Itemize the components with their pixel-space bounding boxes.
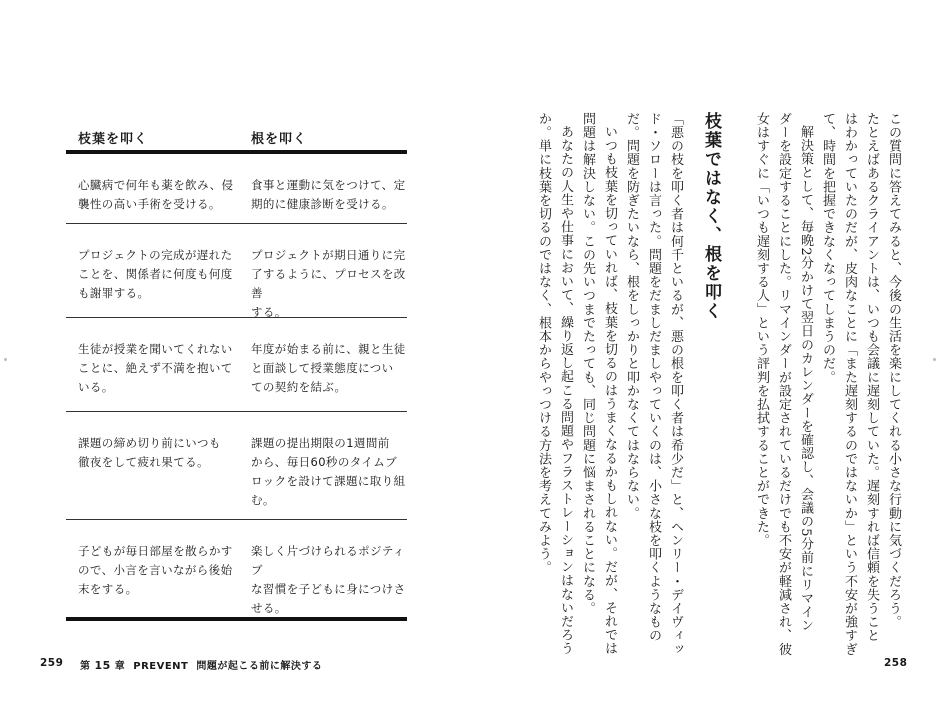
- cell-leaf: プロジェクトの完成が遅れた ことを、関係者に何度も何度 も謝罪する。: [78, 248, 233, 300]
- chapter-suffix: 章: [114, 661, 126, 672]
- text-line: ダーを設定することにした。リマインダーが設定されているだけでも不安が軽減され、彼: [776, 112, 791, 656]
- page-number-left: 259: [40, 657, 64, 669]
- header-leaf: 枝葉を叩く: [78, 132, 149, 147]
- section-label: PREVENT: [133, 661, 189, 672]
- text-line: はわかっていたのだが、皮肉なことに「また遅刻するのではないか」という不安が強すぎ: [842, 112, 857, 656]
- comparison-table: [66, 120, 407, 621]
- cell-root: 食事と運動に気をつけて、定 期的に健康診断を受ける。: [251, 178, 406, 211]
- table-row: [66, 154, 407, 224]
- cell-root: 課題の提出期限の1週間前 から、毎日60秒のタイムブ ロックを設けて課題に取り組 む。: [251, 436, 406, 507]
- text-line: て、時間を把握できなくなってしまうのだ。: [820, 112, 835, 384]
- text-line: あなたの人生や仕事において、繰り返し起こる問題やフラストレーションはないだろう: [558, 125, 573, 656]
- text-line: この質問に答えてみると、今後の生活を楽にしてくれる小さな行動に気づくだろう。: [886, 112, 901, 629]
- text-line: ド・ソローは言った。問題をだましだましやっていくのは、小さな枝を叩くようなもの: [646, 112, 661, 643]
- table-row: [66, 224, 407, 318]
- cell-leaf: 課題の締め切り前にいつも 徹夜をして疲れ果てる。: [78, 436, 221, 469]
- cell-root: 楽しく片づけられるポジティブ な習慣を子どもに身につけさ せる。: [251, 544, 406, 615]
- text-line: 「悪の枝を叩く者は何千といるが、悪の根を叩く者は希少だ」と、ヘンリー・デイヴィッ: [668, 112, 683, 656]
- text-line: だ。問題を防ぎたいなら、根をしっかりと叩かなくてはならない。: [624, 112, 639, 520]
- text-line: いつも枝葉を切っていれば、枝葉を切るのはうまくなるかもしれない。だが、それでは: [602, 125, 617, 656]
- cell-root: プロジェクトが期日通りに完 了するように、プロセスを改善 する。: [251, 248, 406, 319]
- text-line: 問題は解決しない。この先いつまでたっても、同じ問題に悩まされることになる。: [580, 112, 595, 616]
- chapter-number: 15: [94, 659, 111, 672]
- table-row: [66, 318, 407, 412]
- section-heading: 枝葉ではなく、根を叩く: [701, 112, 721, 321]
- margin-dot: [933, 358, 936, 361]
- body-text-top: [744, 112, 904, 657]
- text-line: 解決策として、毎晩2分かけて翌日のカレンダーを確認し、会議の5分前にリマイン: [798, 125, 813, 633]
- table-header: [66, 120, 407, 154]
- text-line: か。単に枝葉を切るのではなく、根本からやっつける方法を考えてみよう。: [536, 112, 551, 575]
- body-text-bottom: [526, 112, 686, 657]
- text-line: たとえばあるクライアントは、いつも会議に遅刻していた。遅刻すれば信頼を失うこと: [864, 112, 879, 643]
- header-root: 根を叩く: [251, 132, 308, 147]
- chapter-prefix: 第: [80, 661, 91, 672]
- text-line: 女はすぐに「いつも遅刻する人」という評判を払拭することができた。: [754, 112, 769, 548]
- table-row: [66, 412, 407, 520]
- cell-leaf: 子どもが毎日部屋を散らかす ので、小言を言いながら後始 末をする。: [78, 544, 233, 596]
- chapter-title: 問題が起こる前に解決する: [196, 661, 323, 672]
- margin-dot: [4, 358, 7, 361]
- running-header: [80, 657, 322, 672]
- right-page: [470, 0, 940, 723]
- page-number-right: 258: [884, 657, 908, 669]
- table-row: [66, 520, 407, 621]
- cell-root: 年度が始まる前に、親と生徒 と面談して授業態度につい ての契約を結ぶ。: [251, 342, 406, 394]
- cell-leaf: 心臓病で何年も薬を飲み、侵 襲性の高い手術を受ける。: [78, 178, 234, 211]
- cell-leaf: 生徒が授業を聞いてくれない ことに、絶えず不満を抱いて いる。: [78, 342, 233, 394]
